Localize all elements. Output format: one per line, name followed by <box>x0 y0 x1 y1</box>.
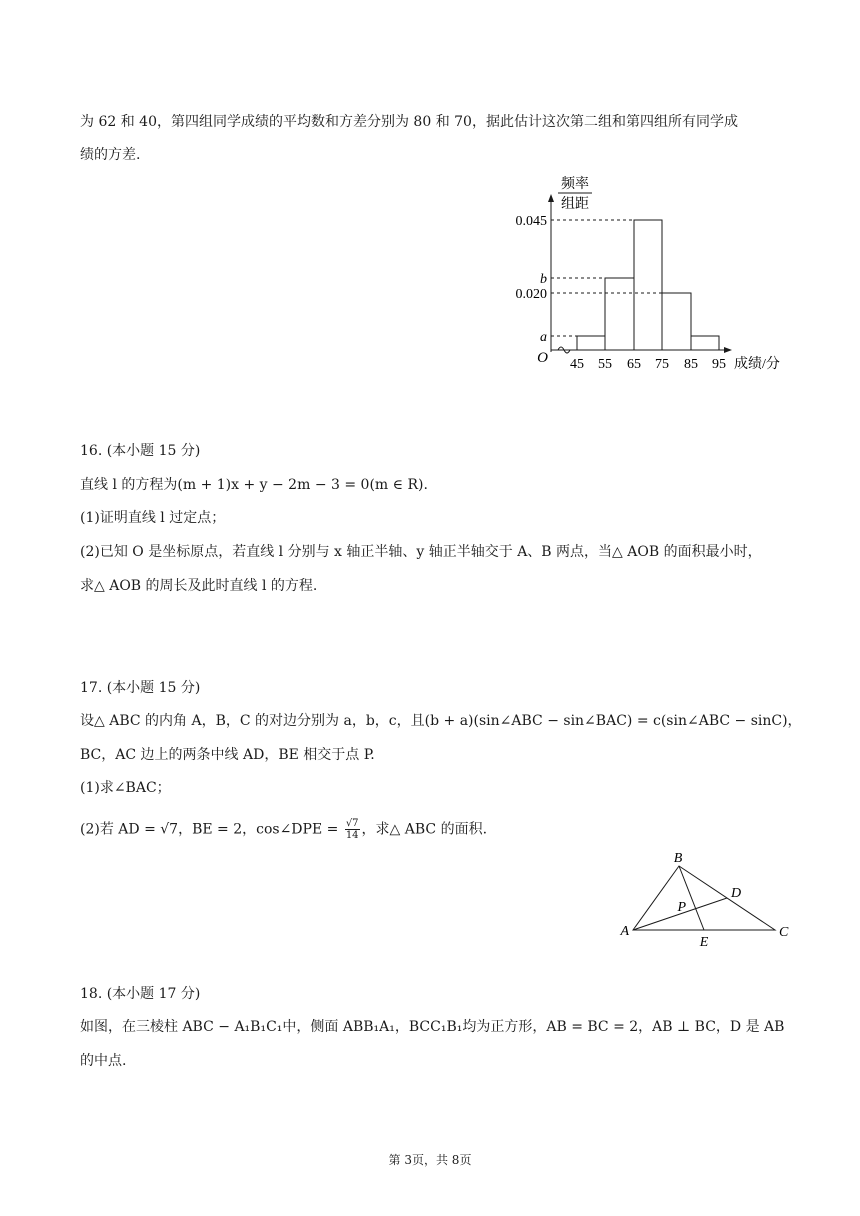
q16-header: 16. (本小题 15 分) <box>80 443 201 459</box>
q15-text-line1: 为 62 和 40，第四组同学成绩的平均数和方差分别为 80 和 70，据此估计这次第二组和第四组所有同学成 <box>80 114 738 130</box>
q15-text-line2: 绩的方差. <box>80 147 141 163</box>
x-tick-75: 75 <box>655 357 669 372</box>
y-label-top: 频率 <box>561 177 589 192</box>
q17-text-line3: (1)求∠BAC； <box>80 780 171 796</box>
x-tick-95: 95 <box>712 357 726 372</box>
bar-45-55 <box>577 336 605 350</box>
y-tick-0045: 0.045 <box>515 214 547 229</box>
q17-part2-suffix: ，求△ ABC 的面积. <box>361 821 488 838</box>
label-c: C <box>779 925 789 940</box>
bar-55-65 <box>605 278 634 350</box>
q18-text-line2: 的中点. <box>80 1053 127 1069</box>
fraction-denominator: 14 <box>345 830 359 841</box>
q16-text-line3: (2)已知 O 是坐标原点，若直线 l 分别与 x 轴正半轴、y 轴正半轴交于 A、B 两点，当△ AOB 的面积最小时， <box>80 544 762 560</box>
q16-text-line4: 求△ AOB 的周长及此时直线 l 的方程. <box>80 578 318 594</box>
y-tick-a: a <box>540 330 547 345</box>
cos-fraction <box>345 818 360 841</box>
q17-text-line4 <box>80 818 487 841</box>
q17-text-line2: BC，AC 边上的两条中线 AD，BE 相交于点 P. <box>80 747 375 763</box>
triangle-abc <box>633 866 775 930</box>
q18-header: 18. (本小题 17 分) <box>80 986 201 1002</box>
median-be <box>679 866 704 930</box>
x-axis-label: 成绩/分 <box>734 357 780 372</box>
y-tick-0020: 0.020 <box>515 287 547 302</box>
q17-part2-prefix: (2)若 AD = √7，BE = 2，cos∠DPE = <box>80 821 343 838</box>
q17-text-line1: 设△ ABC 的内角 A，B，C 的对边分别为 a，b，c，且(b + a)(sin∠ABC − sin∠BAC) = c(sin∠ABC − sinC)， <box>80 713 802 729</box>
fraction-numerator: √7 <box>345 818 359 829</box>
origin-label: O <box>537 350 548 366</box>
label-a: A <box>620 924 629 939</box>
bar-75-85 <box>662 293 691 350</box>
label-d: D <box>731 886 742 901</box>
page-footer: 第 3页，共 8页 <box>388 1153 472 1167</box>
x-axis-arrow <box>724 347 732 353</box>
q16-text-line2: (1)证明直线 l 过定点； <box>80 510 226 526</box>
x-tick-45: 45 <box>570 357 584 372</box>
q18-text-line1: 如图，在三棱柱 ABC − A₁B₁C₁中，侧面 ABB₁A₁，BCC₁B₁均为正方形，AB = BC = 2，AB ⊥ BC，D 是 AB <box>80 1019 785 1035</box>
frequency-histogram <box>500 172 800 382</box>
y-axis-arrow <box>548 194 554 202</box>
label-b: B <box>673 851 683 866</box>
y-label-bottom: 组距 <box>561 197 589 212</box>
triangle-figure <box>615 845 795 950</box>
x-tick-55: 55 <box>598 357 612 372</box>
q16-text-line1: 直线 l 的方程为(m + 1)x + y − 2m − 3 = 0(m ∈ R). <box>80 477 428 493</box>
q17-header: 17. (本小题 15 分) <box>80 680 201 696</box>
bar-65-75 <box>634 220 662 350</box>
label-p: P <box>677 900 686 915</box>
y-tick-b: b <box>540 272 547 287</box>
label-e: E <box>699 935 709 950</box>
bar-85-95 <box>691 336 719 350</box>
x-tick-65: 65 <box>627 357 641 372</box>
x-tick-85: 85 <box>684 357 698 372</box>
